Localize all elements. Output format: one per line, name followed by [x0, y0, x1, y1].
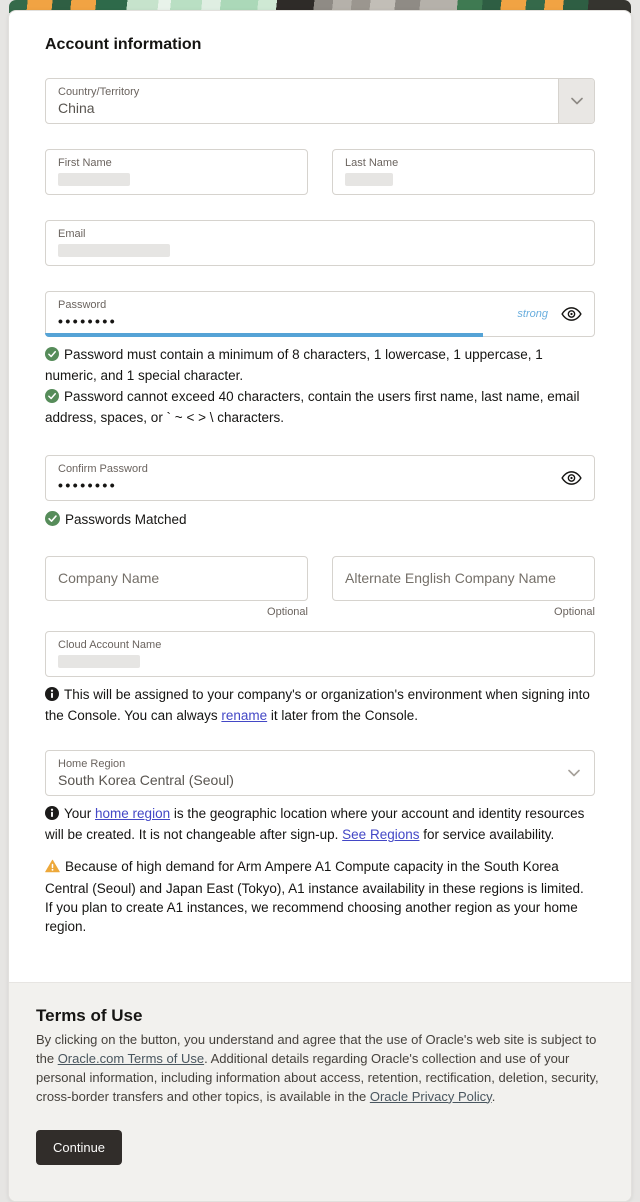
password-rule-2-text: Password cannot exceed 40 characters, contain the users first name, last name, email address, spaces, or ` ~ < > \ characters.: [45, 389, 580, 426]
terms-title: Terms of Use: [36, 1006, 143, 1026]
last-name-redacted-value: [345, 173, 393, 186]
company-name-input[interactable]: [45, 556, 308, 601]
home-region-label: Home Region: [58, 758, 126, 771]
alternate-company-name-input[interactable]: [332, 556, 595, 601]
password-rule-2: [45, 387, 595, 427]
confirm-password-field[interactable]: [45, 455, 595, 501]
a1-capacity-warning-text: Because of high demand for Arm Ampere A1 Compute capacity in the South Korea Central (Seoul) and Japan East (Tokyo), A1 instance availability in these regions is limited. If you plan to create A1 instances, we recommend choosing another region as your home region.: [45, 859, 584, 934]
home-region-link[interactable]: home region: [95, 806, 171, 822]
home-region-select[interactable]: [45, 750, 595, 796]
region-note-text-2: is the geographic location where your account and identity resources will be created. It is not changeable after sign-up.: [45, 806, 585, 843]
country-value: China: [58, 100, 95, 116]
home-region-value: South Korea Central (Seoul): [58, 772, 234, 789]
rename-link[interactable]: rename: [221, 707, 268, 723]
first-name-field[interactable]: [45, 149, 308, 195]
region-note-text-3: for service availability.: [419, 827, 555, 843]
last-name-label: Last Name: [345, 157, 399, 169]
check-circle-icon: [45, 347, 59, 366]
alternate-company-name-optional-label: Optional: [554, 605, 595, 618]
cloud-account-name-field[interactable]: [45, 631, 595, 677]
eye-icon: [561, 306, 582, 322]
info-icon: [45, 806, 59, 825]
company-name-optional-label: Optional: [267, 605, 308, 618]
cloud-account-note: [45, 685, 595, 725]
first-name-label: First Name: [58, 157, 112, 169]
oracle-privacy-policy-link[interactable]: Oracle Privacy Policy: [369, 1088, 492, 1104]
first-name-redacted-value: [58, 173, 130, 186]
warning-icon: [45, 859, 60, 878]
eye-icon: [561, 470, 582, 486]
chevron-down-icon: [568, 769, 580, 777]
terms-text-3: .: [491, 1088, 496, 1104]
cloud-note-text-2: it later from the Console.: [267, 707, 418, 723]
home-region-note: [45, 804, 595, 844]
password-visibility-toggle[interactable]: [559, 304, 584, 324]
passwords-matched-text: Passwords Matched: [65, 511, 187, 527]
confirm-password-label: Confirm Password: [58, 462, 148, 475]
signup-card: [8, 10, 632, 1202]
email-redacted-value: [58, 244, 170, 257]
email-field[interactable]: [45, 220, 595, 266]
password-label: Password: [58, 299, 107, 311]
cloud-account-redacted-value: [58, 655, 140, 668]
check-circle-icon: [45, 389, 59, 408]
region-note-text: Your: [64, 806, 96, 822]
password-strength-badge: strong: [517, 308, 548, 320]
terms-text-1: By clicking on the button, you understand and agree that the use of Oracle's web site is subject to the: [36, 1032, 597, 1066]
confirm-password-value: ••••••••: [58, 476, 118, 493]
terms-of-use-section: [9, 982, 631, 1201]
last-name-field[interactable]: [332, 149, 595, 195]
see-regions-link[interactable]: See Regions: [342, 827, 420, 843]
country-select[interactable]: [45, 78, 595, 124]
confirm-password-visibility-toggle[interactable]: [559, 468, 584, 488]
info-icon: [45, 687, 59, 706]
oracle-terms-of-use-link[interactable]: Oracle.com Terms of Use: [57, 1050, 205, 1066]
page-title: Account information: [45, 36, 202, 53]
password-value: ••••••••: [58, 313, 118, 329]
country-label: Country/Territory: [58, 86, 140, 98]
a1-capacity-warning: [45, 857, 595, 936]
password-rule-1-text: Password must contain a minimum of 8 characters, 1 lowercase, 1 uppercase, 1 numeric, and 1 special character.: [45, 347, 543, 384]
passwords-matched-status: [45, 510, 595, 531]
email-label: Email: [58, 228, 86, 240]
terms-text: [36, 1031, 603, 1106]
password-field[interactable]: [45, 291, 595, 337]
chevron-down-icon: [571, 97, 583, 105]
continue-button[interactable]: Continue: [36, 1130, 122, 1165]
terms-text-2: . Additional details regarding Oracle's collection and use of your personal information, including information about access, retention, rectification, deletion, security, cross-border transfers and other topics, is available in the: [36, 1050, 599, 1104]
password-rule-1: [45, 345, 595, 385]
cloud-note-text: This will be assigned to your company's or organization's environment when signing into the Console. You can always: [45, 686, 590, 723]
country-select-cap[interactable]: [558, 79, 594, 123]
check-circle-icon: [45, 511, 60, 531]
password-strength-meter: [45, 333, 483, 337]
cloud-account-name-label: Cloud Account Name: [58, 638, 162, 651]
account-information-section: [9, 11, 631, 982]
